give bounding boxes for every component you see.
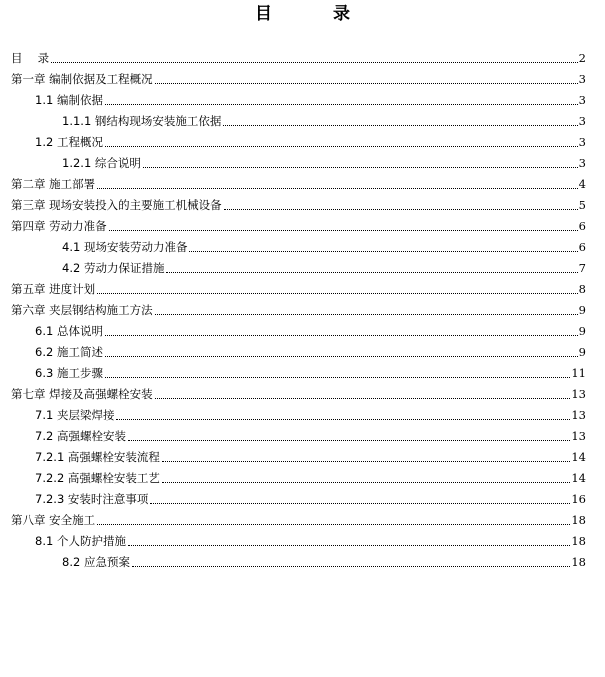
table-of-contents (0, 44, 605, 569)
toc-entry-label: 第二章 施工部署 (11, 177, 96, 191)
dot-leader (128, 440, 570, 441)
toc-entry-page-number: 3 (578, 156, 586, 170)
toc-entry[interactable] (0, 212, 605, 233)
dot-leader (128, 545, 570, 546)
dot-leader (105, 377, 570, 378)
toc-entry-label: 第三章 现场安装投入的主要施工机械设备 (11, 198, 222, 212)
toc-entry[interactable] (0, 170, 605, 191)
toc-entry[interactable] (0, 275, 605, 296)
dot-leader (224, 209, 578, 210)
dot-leader (51, 62, 578, 63)
toc-entry-label: 第八章 安全施工 (11, 513, 96, 527)
dot-leader (109, 230, 578, 231)
toc-entry-page-number: 13 (571, 429, 586, 443)
dot-leader (162, 461, 570, 462)
toc-entry-label: 8.1 个人防护措施 (35, 534, 126, 548)
toc-entry-label: 第七章 焊接及高强螺栓安装 (11, 387, 153, 401)
toc-entry[interactable] (0, 86, 605, 107)
toc-entry-label: 目 录 (11, 51, 50, 65)
toc-entry-label: 7.2.3 安装时注意事项 (35, 492, 149, 506)
dot-leader (132, 566, 570, 567)
toc-entry-label: 第六章 夹层钢结构施工方法 (11, 303, 153, 317)
toc-entry-label: 1.1.1 钢结构现场安装施工依据 (62, 114, 222, 128)
toc-entry-page-number: 9 (578, 324, 586, 338)
toc-entry[interactable] (0, 506, 605, 527)
toc-entry-page-number: 6 (578, 240, 586, 254)
dot-leader (116, 419, 570, 420)
dot-leader (105, 104, 578, 105)
toc-entry-label: 1.2 工程概况 (35, 135, 103, 149)
toc-entry-page-number: 9 (578, 345, 586, 359)
toc-entry-label: 第五章 进度计划 (11, 282, 96, 296)
toc-entry-page-number: 18 (571, 555, 586, 569)
toc-title: 目 录 (255, 4, 372, 24)
dot-leader (155, 314, 578, 315)
dot-leader (166, 272, 577, 273)
toc-entry[interactable] (0, 443, 605, 464)
toc-entry-label: 1.2.1 综合说明 (62, 156, 141, 170)
toc-entry-page-number: 3 (578, 135, 586, 149)
toc-entry-page-number: 14 (571, 450, 586, 464)
toc-entry[interactable] (0, 422, 605, 443)
toc-entry-label: 4.2 劳动力保证措施 (62, 261, 165, 275)
toc-entry-label: 1.1 编制依据 (35, 93, 103, 107)
toc-entry[interactable] (0, 401, 605, 422)
toc-entry-page-number: 4 (578, 177, 586, 191)
toc-entry-label: 6.3 施工步骤 (35, 366, 103, 380)
dot-leader (162, 482, 570, 483)
toc-entry-page-number: 3 (578, 72, 586, 86)
toc-entry[interactable] (0, 338, 605, 359)
toc-entry-label: 6.1 总体说明 (35, 324, 103, 338)
toc-entry-page-number: 7 (578, 261, 586, 275)
toc-entry[interactable] (0, 44, 605, 65)
dot-leader (105, 356, 578, 357)
toc-entry-page-number: 14 (571, 471, 586, 485)
toc-entry[interactable] (0, 464, 605, 485)
toc-entry-page-number: 6 (578, 219, 586, 233)
toc-entry-label: 7.2 高强螺栓安装 (35, 429, 126, 443)
toc-entry-label: 7.1 夹层梁焊接 (35, 408, 115, 422)
toc-entry[interactable] (0, 380, 605, 401)
toc-entry-page-number: 13 (571, 387, 586, 401)
dot-leader (97, 293, 578, 294)
dot-leader (155, 83, 578, 84)
toc-entry[interactable] (0, 65, 605, 86)
toc-entry-page-number: 13 (571, 408, 586, 422)
toc-entry-page-number: 16 (571, 492, 586, 506)
toc-entry-page-number: 5 (578, 198, 586, 212)
toc-entry[interactable] (0, 233, 605, 254)
dot-leader (97, 188, 578, 189)
dot-leader (150, 503, 570, 504)
toc-entry[interactable] (0, 359, 605, 380)
dot-leader (155, 398, 571, 399)
dot-leader (105, 146, 578, 147)
toc-entry[interactable] (0, 296, 605, 317)
toc-entry-page-number: 2 (578, 51, 586, 65)
dot-leader (189, 251, 577, 252)
toc-entry-label: 8.2 应急预案 (62, 555, 130, 569)
toc-entry[interactable] (0, 548, 605, 569)
toc-entry-label: 4.1 现场安装劳动力准备 (62, 240, 188, 254)
toc-entry-page-number: 18 (571, 534, 586, 548)
toc-entry-label: 第一章 编制依据及工程概况 (11, 72, 153, 86)
toc-entry-label: 7.2.2 高强螺栓安装工艺 (35, 471, 160, 485)
toc-entry[interactable] (0, 254, 605, 275)
dot-leader (97, 524, 570, 525)
toc-entry-page-number: 3 (578, 114, 586, 128)
toc-entry[interactable] (0, 485, 605, 506)
toc-entry[interactable] (0, 107, 605, 128)
toc-entry-page-number: 18 (571, 513, 586, 527)
toc-entry-page-number: 9 (578, 303, 586, 317)
toc-entry-label: 7.2.1 高强螺栓安装流程 (35, 450, 160, 464)
toc-entry-label: 第四章 劳动力准备 (11, 219, 107, 233)
toc-entry[interactable] (0, 317, 605, 338)
toc-entry-page-number: 8 (578, 282, 586, 296)
toc-entry[interactable] (0, 128, 605, 149)
toc-entry-page-number: 11 (571, 366, 586, 380)
dot-leader (105, 335, 578, 336)
toc-entry[interactable] (0, 527, 605, 548)
toc-entry-page-number: 3 (578, 93, 586, 107)
dot-leader (223, 125, 577, 126)
dot-leader (143, 167, 578, 168)
toc-entry-label: 6.2 施工简述 (35, 345, 103, 359)
toc-entry[interactable] (0, 149, 605, 170)
toc-entry[interactable] (0, 191, 605, 212)
